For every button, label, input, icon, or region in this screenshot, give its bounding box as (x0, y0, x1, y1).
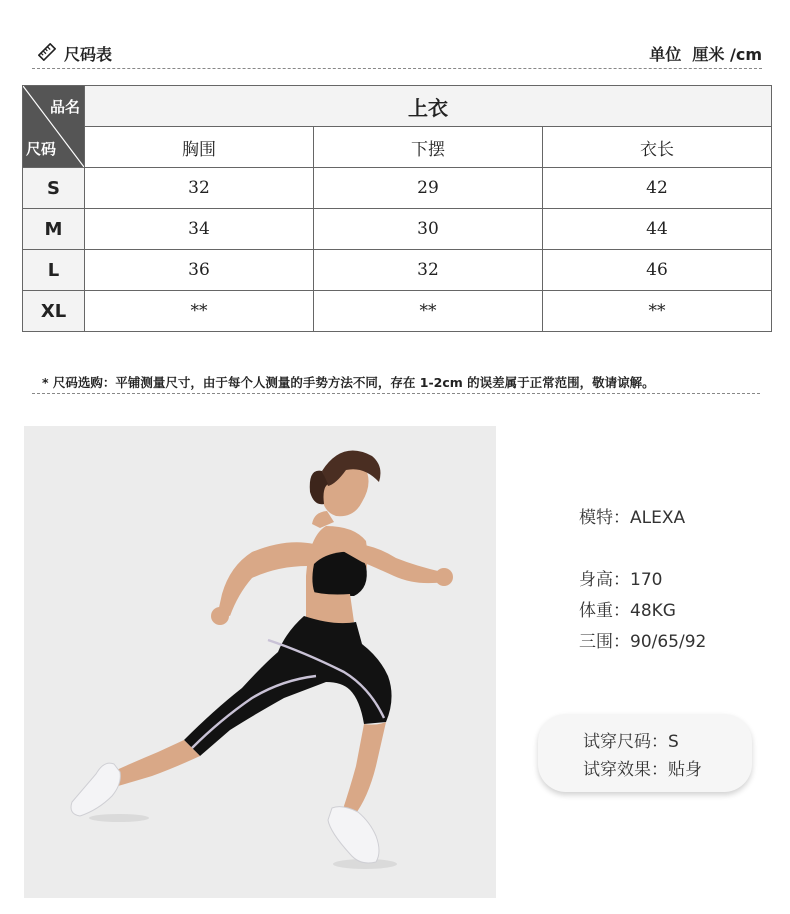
size-label: XL (23, 291, 85, 332)
ruler-icon (38, 43, 56, 65)
table-row (23, 209, 772, 250)
table-cell: 32 (314, 250, 543, 291)
model-info (579, 503, 706, 658)
try-on-box (538, 714, 752, 792)
size-label: L (23, 250, 85, 291)
size-chart-header (32, 38, 762, 70)
column-header-row (23, 127, 772, 168)
title-group (38, 42, 112, 65)
table-row (23, 250, 772, 291)
table-cell: 42 (543, 168, 772, 209)
model-photo (24, 426, 496, 898)
table-cell: 46 (543, 250, 772, 291)
group-header-top: 上衣 (85, 86, 772, 127)
corner-label-product: 品名 (49, 98, 80, 116)
size-chart-title: 尺码表 (64, 45, 113, 64)
table-cell: 32 (85, 168, 314, 209)
table-row (23, 168, 772, 209)
measurement-note: * 尺码选购：平铺测量尺寸，由于每个人测量的手势方法不同，存在 1-2cm 的误差属于正常范围，敬请谅解。 (42, 375, 655, 390)
table-cell: 29 (314, 168, 543, 209)
column-header-hem: 下摆 (314, 127, 543, 168)
table-cell: 34 (85, 209, 314, 250)
model-measurements: 三围：90/65/92 (579, 632, 707, 652)
size-table (22, 85, 772, 332)
table-header-row (23, 86, 772, 127)
model-height: 身高：170 (579, 570, 663, 590)
unit-label: 单位 厘米 /cm (649, 45, 762, 64)
table-row (23, 291, 772, 332)
note-divider (32, 393, 760, 394)
corner-label-size: 尺码 (26, 140, 57, 158)
try-on-size: 试穿尺码：S (583, 732, 679, 752)
table-corner (23, 86, 85, 168)
size-label: M (23, 209, 85, 250)
spacer (579, 534, 706, 565)
try-on-effect: 试穿效果：贴身 (583, 760, 702, 780)
model-name: 模特：ALEXA (579, 508, 686, 528)
table-cell: 30 (314, 209, 543, 250)
table-cell: 44 (543, 209, 772, 250)
header-divider (32, 68, 762, 69)
running-model-illustration (24, 426, 496, 898)
model-weight: 体重：48KG (579, 601, 676, 621)
size-label: S (23, 168, 85, 209)
table-cell: ** (314, 291, 543, 332)
table-cell: 36 (85, 250, 314, 291)
column-header-chest: 胸围 (85, 127, 314, 168)
table-cell: ** (85, 291, 314, 332)
table-cell: ** (543, 291, 772, 332)
column-header-length: 衣长 (543, 127, 772, 168)
